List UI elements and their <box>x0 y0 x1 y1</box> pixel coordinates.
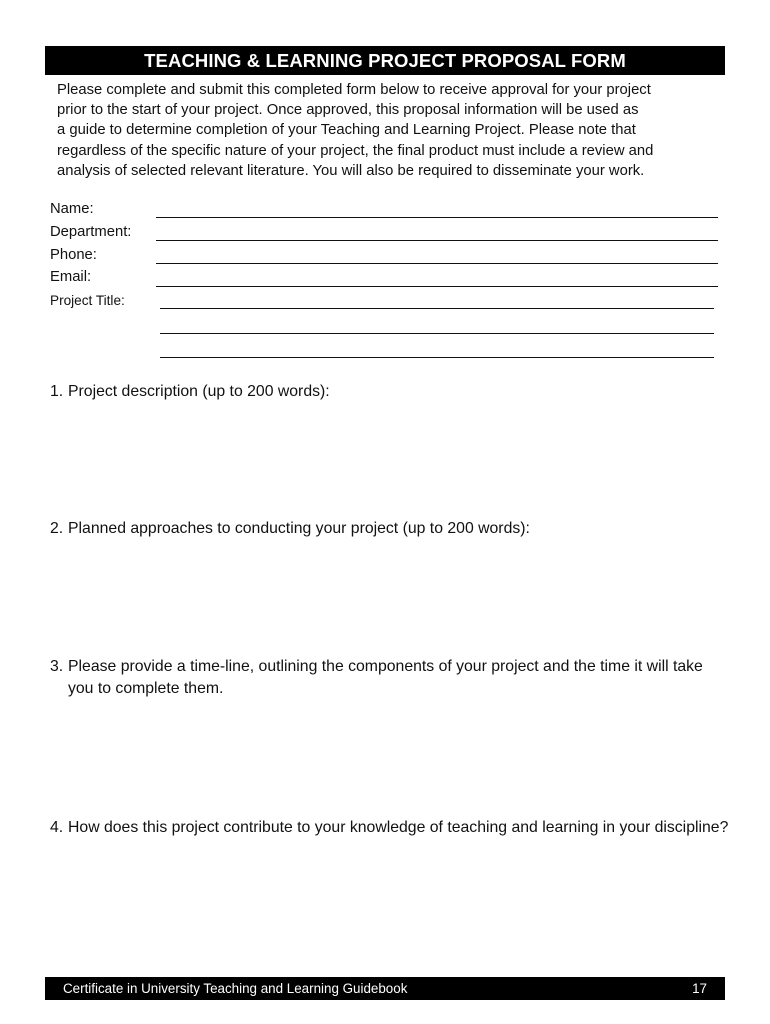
question-1 <box>50 381 730 403</box>
project-title-field-line-3[interactable] <box>160 357 714 358</box>
intro-line: Please complete and submit this completed form below to receive approval for your project <box>57 82 651 98</box>
phone-field[interactable] <box>156 263 718 264</box>
email-field[interactable] <box>156 286 718 287</box>
question-text: Please provide a time-line, outlining the components of your project and the time it will take you to complete them. <box>68 658 703 697</box>
name-label: Name: <box>50 201 94 217</box>
question-number: 2. <box>50 520 64 537</box>
project-title-field-line-1[interactable] <box>160 308 714 309</box>
question-3 <box>50 656 730 700</box>
intro-line: analysis of selected relevant literature. You will also be required to disseminate your work. <box>57 162 645 179</box>
question-2 <box>50 518 730 540</box>
question-number: 4. <box>50 819 64 836</box>
question-number: 3. <box>50 658 64 675</box>
intro-line: a guide to determine completion of your Teaching and Learning Project. Please note that <box>57 122 636 139</box>
intro-line: regardless of the specific nature of your project, the final product must include a review and <box>57 142 654 159</box>
question-text: How does this project contribute to your knowledge of teaching and learning in your discipline? <box>68 819 729 836</box>
project-title-field-line-2[interactable] <box>160 333 714 334</box>
phone-label: Phone: <box>50 247 97 263</box>
footer-page-number: 17 <box>692 981 707 996</box>
intro-paragraph <box>57 80 727 181</box>
question-text: Project description (up to 200 words): <box>68 383 330 400</box>
question-4 <box>50 817 730 839</box>
department-field[interactable] <box>156 240 718 241</box>
name-field[interactable] <box>156 217 718 218</box>
form-title: TEACHING & LEARNING PROJECT PROPOSAL FORM <box>45 46 725 75</box>
project-title-label: Project Title: <box>50 293 125 308</box>
intro-line: prior to the start of your project. Once approved, this proposal information will be used as <box>57 102 639 119</box>
question-number: 1. <box>50 383 64 400</box>
department-label: Department: <box>50 224 132 240</box>
footer-book-title: Certificate in University Teaching and Learning Guidebook <box>63 981 408 996</box>
question-text: Planned approaches to conducting your project (up to 200 words): <box>68 520 530 537</box>
email-label: Email: <box>50 269 92 285</box>
page-footer <box>45 977 725 1000</box>
